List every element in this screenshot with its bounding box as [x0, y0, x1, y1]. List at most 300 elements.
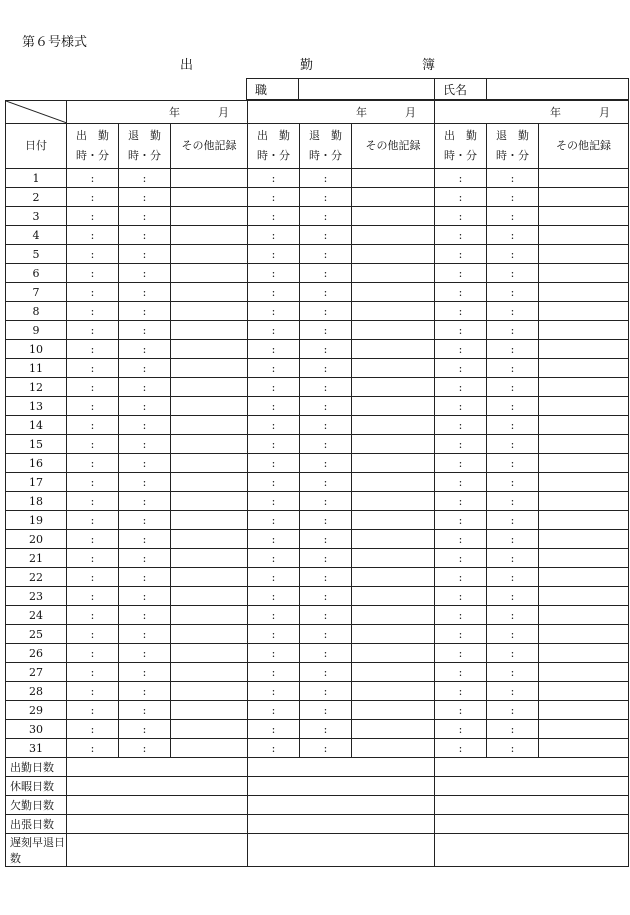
leave-time-cell[interactable]: : — [300, 701, 352, 720]
leave-time-cell[interactable]: : — [119, 397, 171, 416]
other-record-cell[interactable] — [539, 549, 629, 568]
leave-time-cell[interactable]: : — [119, 435, 171, 454]
arrive-time-cell[interactable]: : — [67, 264, 119, 283]
other-record-cell[interactable] — [352, 473, 435, 492]
leave-time-cell[interactable]: : — [300, 340, 352, 359]
arrive-time-cell[interactable]: : — [67, 226, 119, 245]
month-header-2[interactable]: 年 月 — [248, 101, 435, 124]
arrive-time-cell[interactable]: : — [67, 340, 119, 359]
leave-time-cell[interactable]: : — [300, 416, 352, 435]
other-record-cell[interactable] — [539, 454, 629, 473]
total-value-cell[interactable] — [67, 815, 248, 834]
arrive-time-cell[interactable]: : — [248, 283, 300, 302]
leave-time-cell[interactable]: : — [119, 264, 171, 283]
arrive-time-cell[interactable]: : — [67, 625, 119, 644]
leave-time-cell[interactable]: : — [487, 720, 539, 739]
other-record-cell[interactable] — [539, 492, 629, 511]
total-value-cell[interactable] — [435, 777, 629, 796]
leave-time-cell[interactable]: : — [487, 188, 539, 207]
other-record-cell[interactable] — [171, 454, 248, 473]
arrive-time-cell[interactable]: : — [435, 454, 487, 473]
total-value-cell[interactable] — [67, 758, 248, 777]
leave-time-cell[interactable]: : — [487, 169, 539, 188]
leave-time-cell[interactable]: : — [300, 587, 352, 606]
arrive-time-cell[interactable]: : — [435, 739, 487, 758]
other-record-cell[interactable] — [539, 720, 629, 739]
leave-time-cell[interactable]: : — [487, 663, 539, 682]
other-record-cell[interactable] — [352, 283, 435, 302]
arrive-time-cell[interactable]: : — [67, 587, 119, 606]
leave-time-cell[interactable]: : — [119, 454, 171, 473]
other-record-cell[interactable] — [171, 492, 248, 511]
leave-time-cell[interactable]: : — [487, 625, 539, 644]
arrive-time-cell[interactable]: : — [248, 226, 300, 245]
other-record-cell[interactable] — [539, 169, 629, 188]
other-record-cell[interactable] — [171, 701, 248, 720]
arrive-time-cell[interactable]: : — [248, 682, 300, 701]
other-record-cell[interactable] — [352, 188, 435, 207]
leave-time-cell[interactable]: : — [300, 188, 352, 207]
arrive-time-cell[interactable]: : — [435, 359, 487, 378]
leave-time-cell[interactable]: : — [300, 207, 352, 226]
leave-time-cell[interactable]: : — [487, 549, 539, 568]
other-record-cell[interactable] — [352, 207, 435, 226]
other-record-cell[interactable] — [539, 511, 629, 530]
arrive-time-cell[interactable]: : — [248, 606, 300, 625]
arrive-time-cell[interactable]: : — [248, 739, 300, 758]
other-record-cell[interactable] — [352, 359, 435, 378]
other-record-cell[interactable] — [171, 435, 248, 454]
leave-time-cell[interactable]: : — [300, 606, 352, 625]
arrive-time-cell[interactable]: : — [248, 587, 300, 606]
arrive-time-cell[interactable]: : — [435, 720, 487, 739]
arrive-time-cell[interactable]: : — [435, 530, 487, 549]
other-record-cell[interactable] — [539, 644, 629, 663]
other-record-cell[interactable] — [352, 416, 435, 435]
leave-time-cell[interactable]: : — [300, 492, 352, 511]
leave-time-cell[interactable]: : — [487, 378, 539, 397]
leave-time-cell[interactable]: : — [300, 454, 352, 473]
arrive-time-cell[interactable]: : — [435, 188, 487, 207]
other-record-cell[interactable] — [539, 587, 629, 606]
leave-time-cell[interactable]: : — [300, 720, 352, 739]
other-record-cell[interactable] — [539, 207, 629, 226]
other-record-cell[interactable] — [352, 264, 435, 283]
leave-time-cell[interactable]: : — [300, 644, 352, 663]
arrive-time-cell[interactable]: : — [435, 587, 487, 606]
arrive-time-cell[interactable]: : — [67, 188, 119, 207]
arrive-time-cell[interactable]: : — [435, 207, 487, 226]
leave-time-cell[interactable]: : — [119, 625, 171, 644]
arrive-time-cell[interactable]: : — [67, 663, 119, 682]
other-record-cell[interactable] — [352, 625, 435, 644]
other-record-cell[interactable] — [539, 226, 629, 245]
other-record-cell[interactable] — [171, 530, 248, 549]
leave-time-cell[interactable]: : — [119, 549, 171, 568]
leave-time-cell[interactable]: : — [487, 701, 539, 720]
other-record-cell[interactable] — [171, 587, 248, 606]
arrive-time-cell[interactable]: : — [435, 416, 487, 435]
other-record-cell[interactable] — [539, 739, 629, 758]
arrive-time-cell[interactable]: : — [67, 435, 119, 454]
total-value-cell[interactable] — [435, 758, 629, 777]
other-record-cell[interactable] — [352, 511, 435, 530]
other-record-cell[interactable] — [171, 188, 248, 207]
other-record-cell[interactable] — [171, 739, 248, 758]
total-value-cell[interactable] — [248, 758, 435, 777]
leave-time-cell[interactable]: : — [300, 663, 352, 682]
other-record-cell[interactable] — [352, 530, 435, 549]
leave-time-cell[interactable]: : — [119, 283, 171, 302]
other-record-cell[interactable] — [352, 720, 435, 739]
arrive-time-cell[interactable]: : — [67, 644, 119, 663]
leave-time-cell[interactable]: : — [119, 378, 171, 397]
other-record-cell[interactable] — [352, 302, 435, 321]
arrive-time-cell[interactable]: : — [67, 378, 119, 397]
arrive-time-cell[interactable]: : — [248, 625, 300, 644]
other-record-cell[interactable] — [539, 435, 629, 454]
arrive-time-cell[interactable]: : — [67, 321, 119, 340]
other-record-cell[interactable] — [539, 663, 629, 682]
month-header-1[interactable]: 年 月 — [67, 101, 248, 124]
leave-time-cell[interactable]: : — [487, 207, 539, 226]
leave-time-cell[interactable]: : — [119, 530, 171, 549]
arrive-time-cell[interactable]: : — [435, 321, 487, 340]
other-record-cell[interactable] — [539, 340, 629, 359]
total-value-cell[interactable] — [248, 777, 435, 796]
leave-time-cell[interactable]: : — [300, 530, 352, 549]
day-row — [6, 644, 629, 663]
other-record-cell[interactable] — [352, 245, 435, 264]
arrive-time-cell[interactable]: : — [435, 340, 487, 359]
leave-time-cell[interactable]: : — [487, 359, 539, 378]
arrive-time-cell[interactable]: : — [248, 340, 300, 359]
arrive-time-cell[interactable]: : — [67, 359, 119, 378]
leave-time-cell[interactable]: : — [119, 321, 171, 340]
arrive-time-cell[interactable]: : — [435, 245, 487, 264]
other-record-cell[interactable] — [352, 701, 435, 720]
total-value-cell[interactable] — [248, 834, 435, 867]
arrive-time-cell[interactable]: : — [435, 549, 487, 568]
arrive-time-cell[interactable]: : — [248, 245, 300, 264]
arrive-time-cell[interactable]: : — [435, 397, 487, 416]
arrive-time-cell[interactable]: : — [248, 720, 300, 739]
leave-time-cell[interactable]: : — [487, 340, 539, 359]
arrive-time-cell[interactable]: : — [435, 492, 487, 511]
arrive-time-cell[interactable]: : — [248, 416, 300, 435]
arrive-time-cell[interactable]: : — [67, 511, 119, 530]
other-record-cell[interactable] — [171, 663, 248, 682]
other-record-cell[interactable] — [539, 397, 629, 416]
leave-time-cell[interactable]: : — [300, 283, 352, 302]
total-value-cell[interactable] — [248, 796, 435, 815]
arrive-time-cell[interactable]: : — [248, 435, 300, 454]
leave-time-cell[interactable]: : — [487, 416, 539, 435]
leave-time-cell[interactable]: : — [300, 568, 352, 587]
arrive-time-cell[interactable]: : — [248, 644, 300, 663]
leave-time-cell[interactable]: : — [119, 492, 171, 511]
leave-time-cell[interactable]: : — [300, 549, 352, 568]
other-record-cell[interactable] — [171, 226, 248, 245]
other-record-cell[interactable] — [171, 625, 248, 644]
leave-time-cell[interactable]: : — [300, 226, 352, 245]
arrive-time-cell[interactable]: : — [248, 549, 300, 568]
arrive-time-cell[interactable]: : — [67, 549, 119, 568]
arrive-time-cell[interactable]: : — [67, 454, 119, 473]
other-record-cell[interactable] — [539, 568, 629, 587]
other-record-cell[interactable] — [171, 397, 248, 416]
leave-time-cell[interactable]: : — [119, 663, 171, 682]
total-value-cell[interactable] — [67, 834, 248, 867]
arrive-time-cell[interactable]: : — [435, 701, 487, 720]
other-record-cell[interactable] — [352, 321, 435, 340]
arrive-time-cell[interactable]: : — [67, 606, 119, 625]
leave-time-cell[interactable]: : — [487, 644, 539, 663]
other-record-cell[interactable] — [171, 511, 248, 530]
leave-time-cell[interactable]: : — [119, 188, 171, 207]
other-record-cell[interactable] — [171, 169, 248, 188]
leave-time-cell[interactable]: : — [487, 587, 539, 606]
leave-time-cell[interactable]: : — [487, 302, 539, 321]
other-record-cell[interactable] — [171, 473, 248, 492]
other-record-cell[interactable] — [539, 682, 629, 701]
position-field[interactable] — [299, 79, 435, 100]
arrive-time-cell[interactable]: : — [248, 359, 300, 378]
other-record-cell[interactable] — [171, 606, 248, 625]
arrive-time-cell[interactable]: : — [248, 530, 300, 549]
leave-time-cell[interactable]: : — [300, 245, 352, 264]
other-record-cell[interactable] — [171, 359, 248, 378]
other-record-cell[interactable] — [352, 169, 435, 188]
leave-time-cell[interactable]: : — [300, 169, 352, 188]
leave-time-cell[interactable]: : — [119, 644, 171, 663]
other-record-cell[interactable] — [539, 245, 629, 264]
leave-time-cell[interactable]: : — [119, 207, 171, 226]
arrive-time-cell[interactable]: : — [67, 169, 119, 188]
leave-time-cell[interactable]: : — [300, 397, 352, 416]
arrive-time-cell[interactable]: : — [248, 397, 300, 416]
arrive-time-cell[interactable]: : — [67, 302, 119, 321]
arrive-time-cell[interactable]: : — [67, 473, 119, 492]
arrive-time-cell[interactable]: : — [248, 321, 300, 340]
other-record-cell[interactable] — [352, 549, 435, 568]
arrive-time-cell[interactable]: : — [67, 701, 119, 720]
other-record-cell[interactable] — [539, 378, 629, 397]
other-record-cell[interactable] — [352, 644, 435, 663]
arrive-time-cell[interactable]: : — [67, 739, 119, 758]
leave-time-cell[interactable]: : — [119, 720, 171, 739]
month-header-3[interactable]: 年 月 — [435, 101, 629, 124]
leave-time-cell[interactable]: : — [487, 739, 539, 758]
arrive-time-cell[interactable]: : — [248, 454, 300, 473]
other-record-cell[interactable] — [352, 226, 435, 245]
arrive-time-cell[interactable]: : — [248, 663, 300, 682]
arrive-time-cell[interactable]: : — [435, 378, 487, 397]
leave-time-cell[interactable]: : — [487, 435, 539, 454]
other-record-cell[interactable] — [171, 340, 248, 359]
other-record-cell[interactable] — [539, 530, 629, 549]
arrive-time-cell[interactable]: : — [435, 568, 487, 587]
leave-time-cell[interactable]: : — [487, 245, 539, 264]
other-record-cell[interactable] — [171, 416, 248, 435]
other-record-cell[interactable] — [352, 587, 435, 606]
other-record-cell[interactable] — [539, 416, 629, 435]
other-record-cell[interactable] — [171, 568, 248, 587]
leave-time-cell[interactable]: : — [487, 226, 539, 245]
arrive-time-cell[interactable]: : — [248, 511, 300, 530]
leave-time-cell[interactable]: : — [300, 378, 352, 397]
other-record-cell[interactable] — [171, 321, 248, 340]
total-value-cell[interactable] — [248, 815, 435, 834]
leave-time-cell[interactable]: : — [300, 511, 352, 530]
leave-time-cell[interactable]: : — [300, 682, 352, 701]
arrive-time-cell[interactable]: : — [435, 663, 487, 682]
leave-time-cell[interactable]: : — [487, 454, 539, 473]
arrive-time-cell[interactable]: : — [248, 492, 300, 511]
leave-time-cell[interactable]: : — [300, 435, 352, 454]
leave-time-cell[interactable]: : — [487, 682, 539, 701]
arrive-time-cell[interactable]: : — [248, 302, 300, 321]
other-record-cell[interactable] — [539, 473, 629, 492]
arrive-time-cell[interactable]: : — [248, 264, 300, 283]
leave-time-cell[interactable]: : — [300, 625, 352, 644]
other-record-cell[interactable] — [171, 207, 248, 226]
leave-time-cell[interactable]: : — [487, 530, 539, 549]
other-record-cell[interactable] — [352, 454, 435, 473]
leave-time-cell[interactable]: : — [487, 492, 539, 511]
leave-time-cell[interactable]: : — [119, 587, 171, 606]
other-record-cell[interactable] — [352, 340, 435, 359]
leave-time-cell[interactable]: : — [119, 340, 171, 359]
other-record-cell[interactable] — [539, 606, 629, 625]
other-record-cell[interactable] — [352, 435, 435, 454]
leave-time-cell[interactable]: : — [300, 739, 352, 758]
arrive-time-cell[interactable]: : — [248, 188, 300, 207]
leave-time-cell[interactable]: : — [487, 397, 539, 416]
arrive-time-cell[interactable]: : — [67, 568, 119, 587]
leave-time-cell[interactable]: : — [487, 511, 539, 530]
other-record-cell[interactable] — [539, 701, 629, 720]
arrive-time-cell[interactable]: : — [435, 226, 487, 245]
other-record-cell[interactable] — [171, 283, 248, 302]
arrive-time-cell[interactable]: : — [248, 378, 300, 397]
other-record-cell[interactable] — [171, 378, 248, 397]
leave-time-cell[interactable]: : — [119, 473, 171, 492]
leave-time-cell[interactable]: : — [119, 511, 171, 530]
arrive-time-cell[interactable]: : — [248, 473, 300, 492]
other-record-cell[interactable] — [352, 568, 435, 587]
arrive-time-cell[interactable]: : — [435, 511, 487, 530]
arrive-time-cell[interactable]: : — [435, 473, 487, 492]
arrive-time-cell[interactable]: : — [435, 682, 487, 701]
arrive-time-cell[interactable]: : — [435, 435, 487, 454]
other-record-cell[interactable] — [539, 283, 629, 302]
leave-time-cell[interactable]: : — [300, 473, 352, 492]
other-record-cell[interactable] — [539, 302, 629, 321]
other-record-cell[interactable] — [352, 663, 435, 682]
leave-time-cell[interactable]: : — [119, 739, 171, 758]
arrive-time-cell[interactable]: : — [67, 416, 119, 435]
arrive-time-cell[interactable]: : — [435, 644, 487, 663]
leave-time-cell[interactable]: : — [487, 264, 539, 283]
other-record-cell[interactable] — [539, 321, 629, 340]
arrive-time-cell[interactable]: : — [67, 720, 119, 739]
leave-time-cell[interactable]: : — [487, 568, 539, 587]
leave-time-cell[interactable]: : — [119, 359, 171, 378]
arrive-time-cell[interactable]: : — [248, 701, 300, 720]
other-record-cell[interactable] — [171, 549, 248, 568]
leave-time-cell[interactable]: : — [487, 473, 539, 492]
leave-time-cell[interactable]: : — [119, 302, 171, 321]
arrive-time-cell[interactable]: : — [67, 682, 119, 701]
leave-time-cell[interactable]: : — [119, 606, 171, 625]
arrive-time-cell[interactable]: : — [67, 207, 119, 226]
other-record-cell[interactable] — [171, 720, 248, 739]
leave-time-cell[interactable]: : — [300, 359, 352, 378]
arrive-time-cell[interactable]: : — [435, 302, 487, 321]
arrive-time-cell[interactable]: : — [67, 492, 119, 511]
leave-time-cell[interactable]: : — [119, 701, 171, 720]
other-record-cell[interactable] — [352, 397, 435, 416]
leave-time-cell[interactable]: : — [119, 245, 171, 264]
other-record-cell[interactable] — [171, 644, 248, 663]
total-value-cell[interactable] — [67, 796, 248, 815]
arrive-time-cell[interactable]: : — [435, 606, 487, 625]
name-field[interactable] — [487, 79, 629, 100]
arrive-time-cell[interactable]: : — [435, 264, 487, 283]
leave-time-cell[interactable]: : — [300, 321, 352, 340]
leave-time-cell[interactable]: : — [487, 606, 539, 625]
leave-time-cell[interactable]: : — [300, 302, 352, 321]
leave-time-cell[interactable]: : — [300, 264, 352, 283]
total-value-cell[interactable] — [435, 834, 629, 867]
other-record-cell[interactable] — [352, 682, 435, 701]
arrive-time-cell[interactable]: : — [435, 283, 487, 302]
other-record-cell[interactable] — [352, 606, 435, 625]
leave-time-cell[interactable]: : — [119, 682, 171, 701]
other-record-cell[interactable] — [171, 245, 248, 264]
arrive-time-cell[interactable]: : — [248, 207, 300, 226]
total-value-cell[interactable] — [435, 796, 629, 815]
other-record-cell[interactable] — [171, 682, 248, 701]
leave-time-cell[interactable]: : — [487, 283, 539, 302]
arrive-time-cell[interactable]: : — [435, 625, 487, 644]
other-record-cell[interactable] — [539, 625, 629, 644]
other-record-cell[interactable] — [539, 188, 629, 207]
leave-time-cell[interactable]: : — [119, 568, 171, 587]
other-record-cell[interactable] — [352, 492, 435, 511]
arrive-time-cell[interactable]: : — [248, 169, 300, 188]
other-record-cell[interactable] — [539, 264, 629, 283]
other-record-cell[interactable] — [171, 302, 248, 321]
arrive-time-cell[interactable]: : — [435, 169, 487, 188]
other-record-cell[interactable] — [352, 739, 435, 758]
arrive-time-cell[interactable]: : — [67, 530, 119, 549]
leave-time-cell[interactable]: : — [119, 169, 171, 188]
other-record-cell[interactable] — [539, 359, 629, 378]
other-record-cell[interactable] — [171, 264, 248, 283]
leave-time-cell[interactable]: : — [119, 226, 171, 245]
leave-time-cell[interactable]: : — [487, 321, 539, 340]
arrive-time-cell[interactable]: : — [67, 283, 119, 302]
other-record-cell[interactable] — [352, 378, 435, 397]
arrive-time-cell[interactable]: : — [248, 568, 300, 587]
total-value-cell[interactable] — [67, 777, 248, 796]
arrive-time-cell[interactable]: : — [67, 397, 119, 416]
total-value-cell[interactable] — [435, 815, 629, 834]
leave-time-cell[interactable]: : — [119, 416, 171, 435]
arrive-time-cell[interactable]: : — [67, 245, 119, 264]
